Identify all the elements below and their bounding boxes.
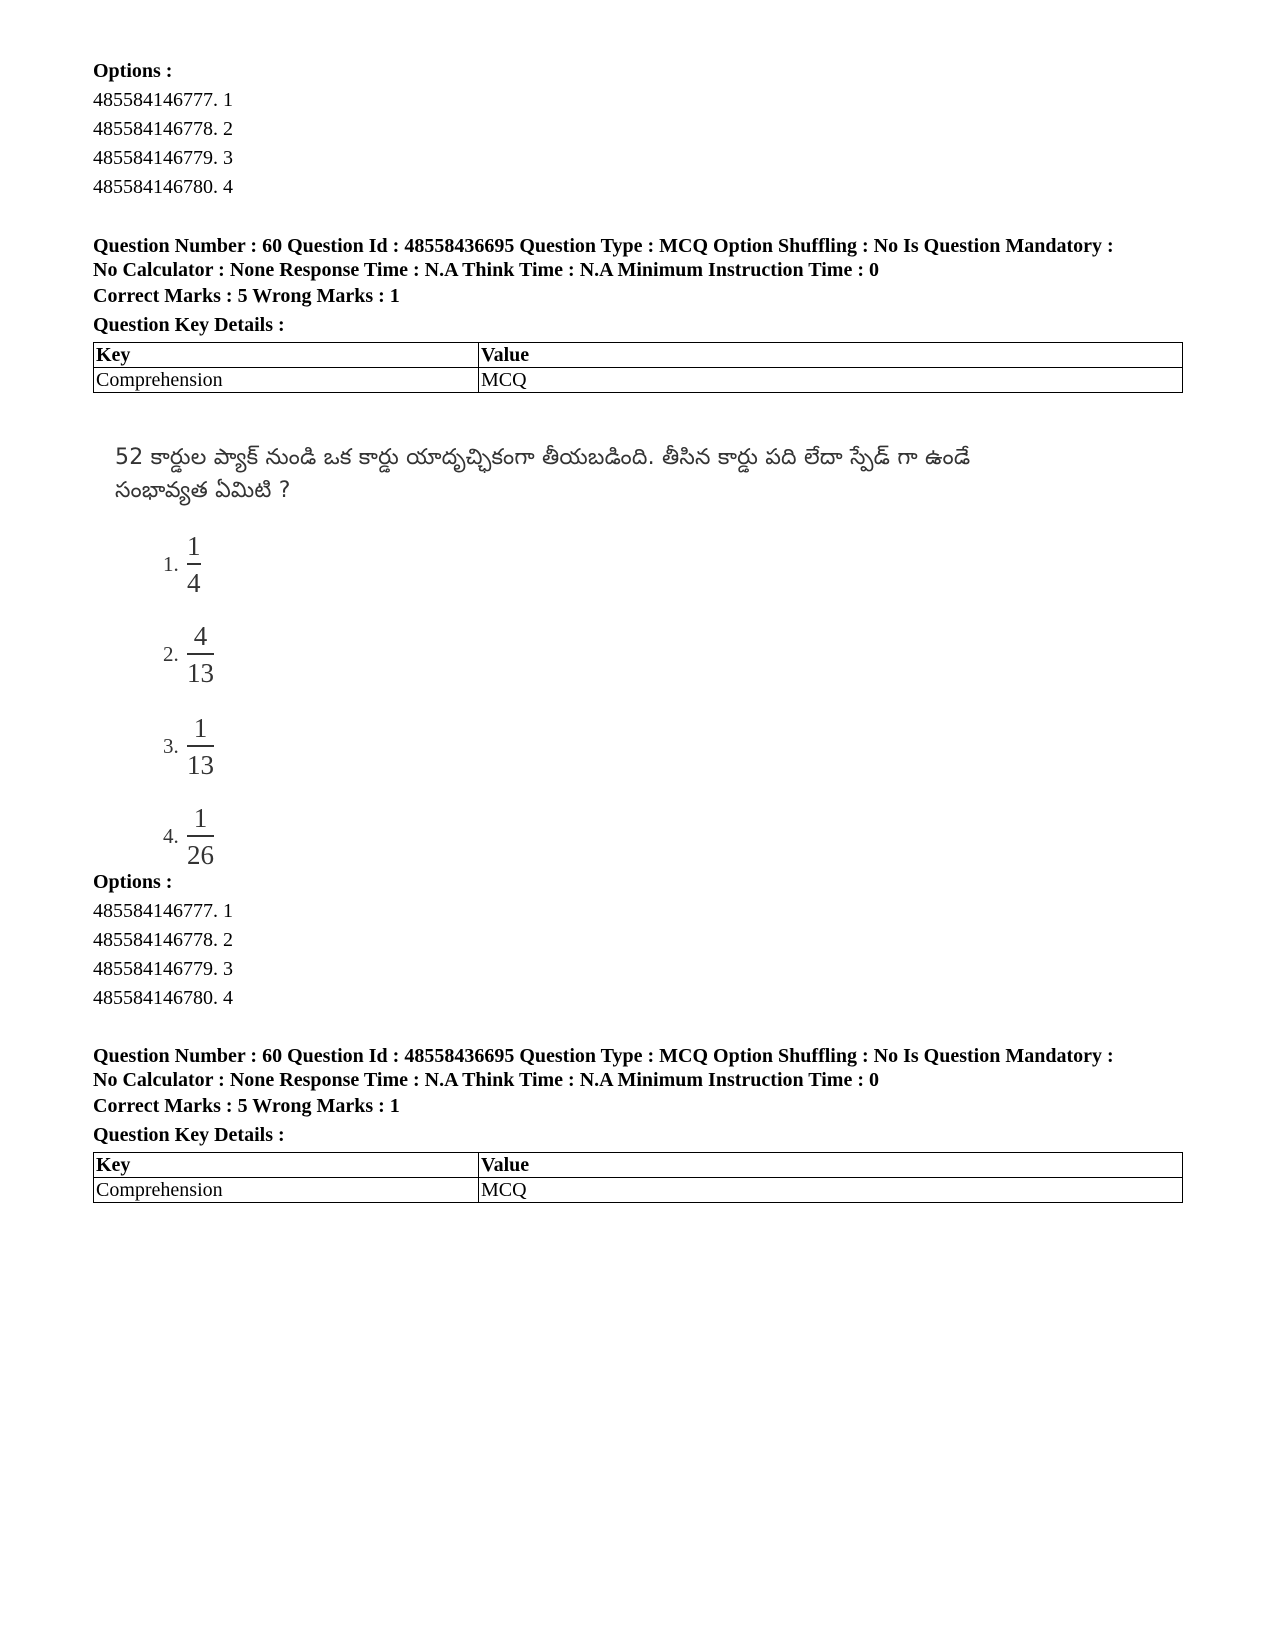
choice-number: 2. [163,642,179,667]
key-value-table [93,342,1183,393]
key-value-table [93,1152,1183,1203]
marks-line: Correct Marks : 5 Wrong Marks : 1 [93,285,400,307]
denominator: 13 [187,749,214,780]
top-options-block [93,57,693,202]
question-1-header [93,234,1193,393]
table-cell-value: MCQ [479,1178,1183,1203]
fraction [187,621,214,689]
choice-3 [163,713,214,781]
question-1-options [93,868,693,1013]
option-item: 485584146780. 4 [93,987,233,1009]
choice-1 [163,531,201,599]
numerator: 1 [187,531,201,561]
denominator: 4 [187,567,201,598]
numerator: 4 [193,621,208,651]
table-cell-key: Comprehension [94,368,479,393]
question-meta-line-1: Question Number : 60 Question Id : 48558436695 Question Type : MCQ Option Shuffling : No Is Question Mandatory : [93,235,1114,257]
question-meta-line-2: No Calculator : None Response Time : N.A Think Time : N.A Minimum Instruction Time : 0 [93,259,879,281]
option-item: 485584146777. 1 [93,900,233,922]
option-item: 485584146778. 2 [93,929,233,951]
fraction [187,803,214,871]
fraction-bar [187,563,201,565]
key-details-label: Question Key Details : [93,314,285,336]
denominator: 26 [187,839,214,870]
option-item: 485584146777. 1 [93,89,233,111]
choice-4 [163,803,214,871]
question-meta-line-2: No Calculator : None Response Time : N.A Think Time : N.A Minimum Instruction Time : 0 [93,1069,879,1091]
marks-line: Correct Marks : 5 Wrong Marks : 1 [93,1095,400,1117]
table-header-value: Value [479,343,1183,368]
denominator: 13 [187,657,214,688]
table-header-key: Key [94,1153,479,1178]
option-item: 485584146779. 3 [93,958,233,980]
option-item: 485584146778. 2 [93,118,233,140]
table-header-row [94,343,1183,368]
question-text-line-1: 52 కార్డుల ప్యాక్ నుండి ఒక కార్డు యాదృచ్ఛికంగా తీయబడింది. తీసిన కార్డు పది లేదా స్పేడ్ గా ఉండే [115,445,971,470]
fraction [187,531,201,599]
question-image [115,441,1175,870]
option-item: 485584146780. 4 [93,176,233,198]
choice-number: 1. [163,552,179,577]
fraction [187,713,214,781]
table-header-key: Key [94,343,479,368]
options-heading: Options : [93,871,173,893]
key-details-label: Question Key Details : [93,1124,285,1146]
choice-number: 3. [163,734,179,759]
table-row [94,1178,1183,1203]
fraction-bar [187,835,214,837]
choice-2 [163,621,214,689]
table-row [94,368,1183,393]
table-header-row [94,1153,1183,1178]
table-cell-value: MCQ [479,368,1183,393]
choice-number: 4. [163,824,179,849]
numerator: 1 [193,713,208,743]
table-header-value: Value [479,1153,1183,1178]
question-text-line-2: సంభావ్యత ఏమిటి ? [115,478,291,503]
options-heading: Options : [93,60,173,82]
numerator: 1 [193,803,208,833]
question-meta-line-1: Question Number : 60 Question Id : 48558436695 Question Type : MCQ Option Shuffling : No Is Question Mandatory : [93,1045,1114,1067]
option-item: 485584146779. 3 [93,147,233,169]
table-cell-key: Comprehension [94,1178,479,1203]
question-2-header [93,1044,1193,1203]
fraction-bar [187,653,214,655]
fraction-bar [187,745,214,747]
